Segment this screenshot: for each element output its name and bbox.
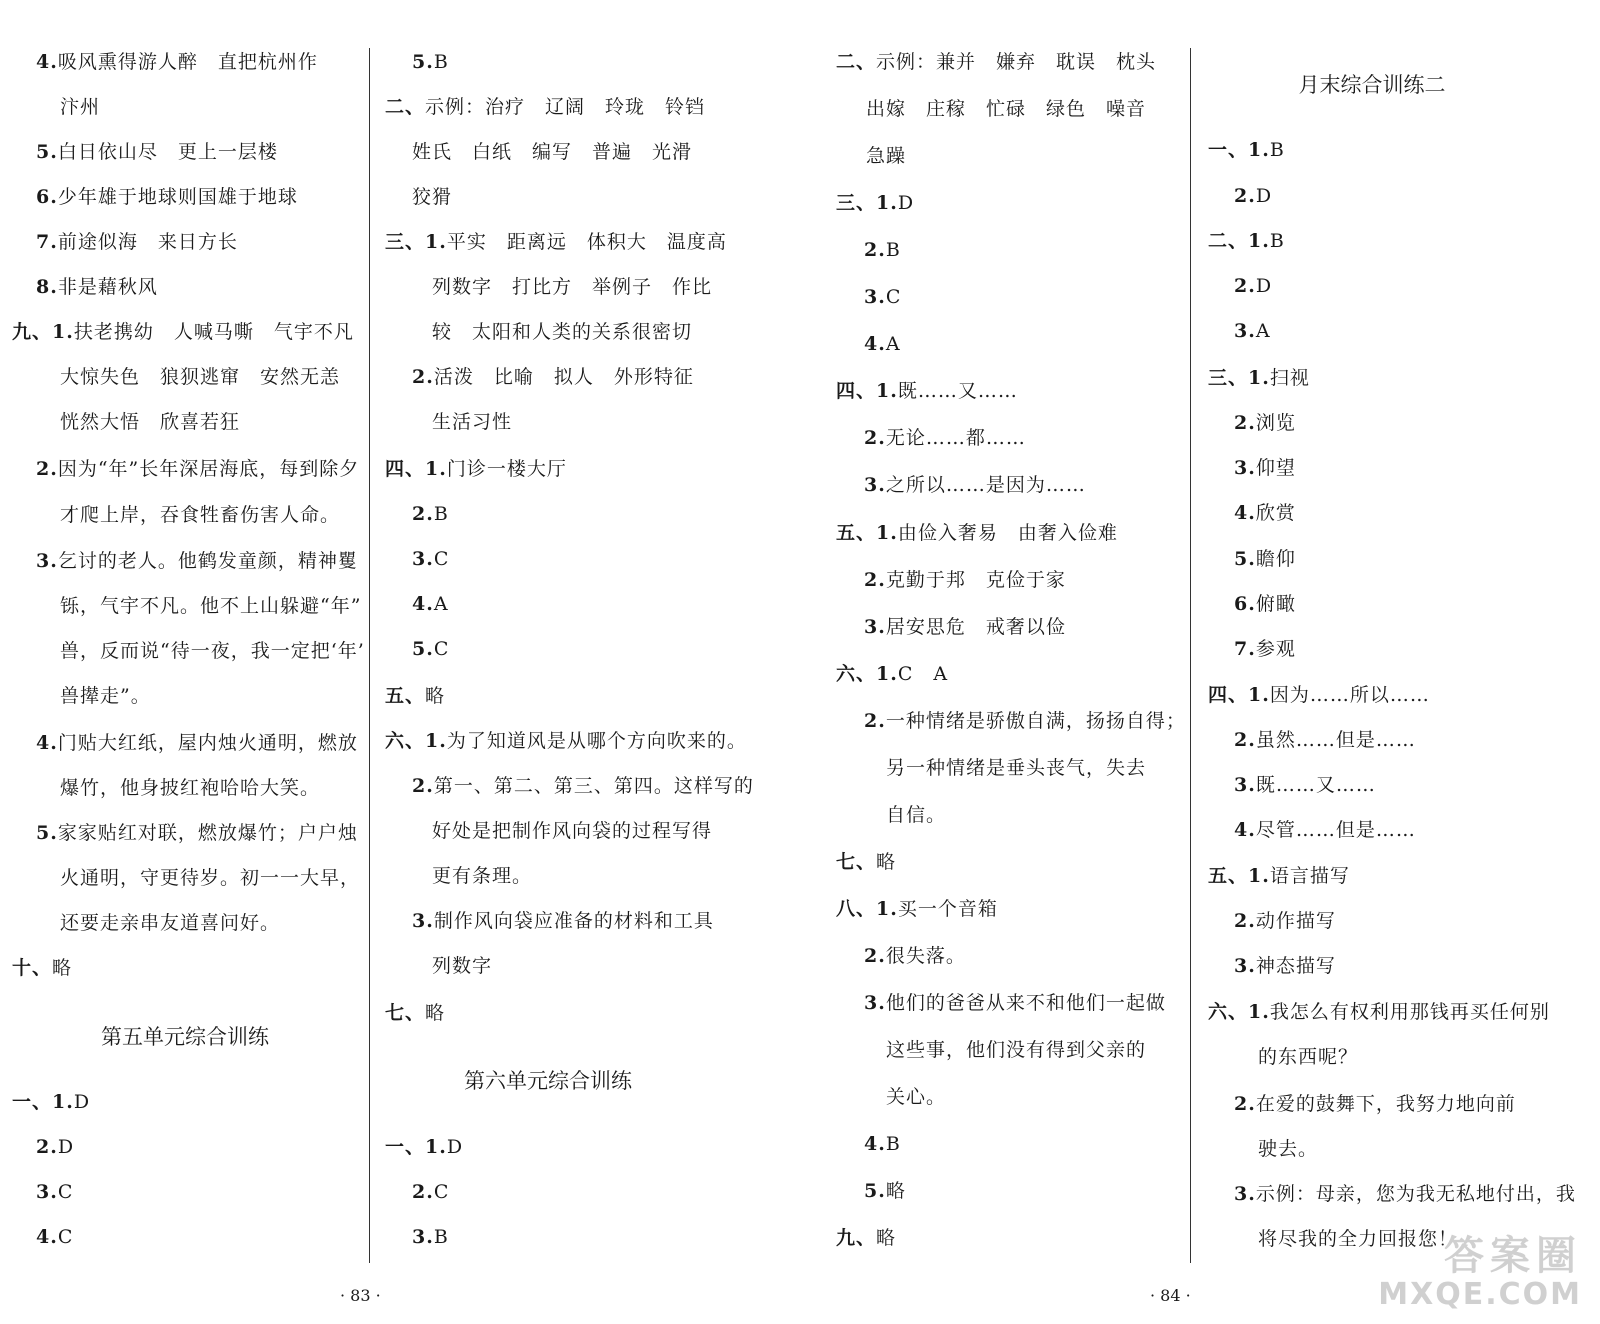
answer-line <box>1234 590 1296 618</box>
answer-line <box>412 545 449 573</box>
question-number: 2. <box>1234 185 1256 207</box>
answer-line <box>1234 816 1416 844</box>
answer-line <box>432 273 712 301</box>
question-number: 6. <box>1234 593 1256 615</box>
answer-text: 略 <box>876 1227 897 1249</box>
question-number: 3. <box>864 616 886 638</box>
answer-text: B <box>1269 139 1285 161</box>
answer-line <box>432 817 712 845</box>
answer-line <box>836 189 914 217</box>
answer-text: C <box>433 1181 450 1203</box>
answer-text: 浏览 <box>1255 412 1296 434</box>
answer-line <box>864 707 1186 735</box>
page-number-right: · 84 · <box>1150 1286 1191 1305</box>
question-number: 3. <box>36 550 58 572</box>
answer-text: D <box>57 1136 75 1158</box>
answer-line <box>1208 364 1310 392</box>
answer-text: 在爱的鼓舞下，我努力地向前 <box>1255 1093 1516 1115</box>
answer-line <box>886 1036 1146 1064</box>
answer-text: C A <box>897 663 949 685</box>
answer-text: 欣赏 <box>1255 502 1296 524</box>
answer-text: 语言描写 <box>1269 865 1350 887</box>
answer-line <box>12 954 72 982</box>
answer-line <box>1234 272 1272 300</box>
answer-text: 乞讨的老人。他鹤发童颜，精神矍 <box>57 550 358 572</box>
answer-text: 好处是把制作风向袋的过程写得 <box>432 820 713 842</box>
answer-text: 将尽我的全力回报您！ <box>1258 1228 1459 1250</box>
section-heading: 第六单元综合训练 <box>464 1069 632 1093</box>
answer-text: 自信。 <box>886 804 947 826</box>
answer-text: C <box>57 1181 74 1203</box>
column-divider-2 <box>1190 48 1191 1263</box>
answer-text: 既……又…… <box>897 380 1018 402</box>
answer-line <box>412 183 452 211</box>
question-number: 2. <box>864 427 886 449</box>
answer-line <box>864 471 1086 499</box>
question-number: 2. <box>412 503 434 525</box>
question-number: 十、 <box>12 957 53 979</box>
answer-text: 火通明，守更待岁。初一一大早， <box>60 867 361 889</box>
answer-text: C <box>433 548 450 570</box>
question-number: 5. <box>36 141 58 163</box>
answer-line <box>385 1133 463 1161</box>
answer-line <box>60 592 361 620</box>
answer-text: 兽撵走”。 <box>60 685 151 707</box>
answer-text: 为了知道风是从哪个方向吹来的。 <box>446 730 747 752</box>
question-number: 4. <box>864 1133 886 1155</box>
question-number: 5. <box>1234 548 1256 570</box>
answer-text: 瞻仰 <box>1255 548 1296 570</box>
question-number: 三、1. <box>1208 367 1270 389</box>
answer-text: 铄，气宇不凡。他不上山躲避“年” <box>60 595 362 617</box>
answer-line <box>412 48 449 76</box>
answer-line <box>836 660 948 688</box>
question-number: 六、1. <box>385 730 447 752</box>
answer-line <box>886 801 946 829</box>
answer-line <box>385 727 747 755</box>
answer-text: D <box>1255 185 1273 207</box>
answer-line <box>1234 545 1296 573</box>
question-number: 2. <box>864 569 886 591</box>
answer-line <box>60 93 100 121</box>
answer-line <box>60 363 340 391</box>
question-number: 5. <box>412 51 434 73</box>
question-number: 五、1. <box>836 522 898 544</box>
answer-line <box>1234 409 1296 437</box>
question-number: 3. <box>1234 955 1256 977</box>
answer-line <box>412 590 449 618</box>
answer-line <box>886 754 1146 782</box>
answer-line <box>864 283 901 311</box>
question-number: 7. <box>36 231 58 253</box>
question-number: 四、1. <box>836 380 898 402</box>
answer-line <box>432 862 532 890</box>
question-number: 3. <box>36 1181 58 1203</box>
answer-line <box>836 1224 896 1252</box>
answer-text: 略 <box>885 1180 906 1202</box>
question-number: 2. <box>864 945 886 967</box>
question-number: 4. <box>36 51 58 73</box>
answer-text: 第一、第二、第三、第四。这样写的 <box>433 775 754 797</box>
question-number: 4. <box>864 333 886 355</box>
question-number: 4. <box>36 1226 58 1248</box>
answer-line <box>1234 499 1296 527</box>
answer-line <box>412 635 449 663</box>
answer-line <box>432 318 692 346</box>
answer-text: 生活习性 <box>432 411 513 433</box>
answer-line <box>432 952 492 980</box>
answer-line <box>36 1223 73 1251</box>
answer-line <box>60 501 340 529</box>
answer-text: 既……又…… <box>1255 774 1376 796</box>
answer-line <box>1208 227 1285 255</box>
answer-text: 更有条理。 <box>432 865 533 887</box>
answer-line <box>1234 317 1271 345</box>
answer-line <box>864 1130 901 1158</box>
question-number: 二、 <box>836 51 877 73</box>
question-number: 4. <box>36 732 58 754</box>
question-number: 2. <box>1234 910 1256 932</box>
answer-line <box>1258 1043 1358 1071</box>
answer-line <box>1234 952 1336 980</box>
question-number: 七、 <box>385 1002 426 1024</box>
answer-text: 家家贴红对联，燃放爆竹；户户烛 <box>57 822 358 844</box>
question-number: 五、 <box>385 685 426 707</box>
question-number: 五、1. <box>1208 865 1270 887</box>
answer-line <box>836 848 896 876</box>
answer-line <box>866 142 906 170</box>
answer-line <box>836 895 998 923</box>
answer-line <box>36 819 358 847</box>
answer-text: B <box>885 239 901 261</box>
question-number: 3. <box>412 548 434 570</box>
answer-text: 他们的爸爸从来不和他们一起做 <box>885 992 1166 1014</box>
answer-line <box>1208 998 1550 1026</box>
answer-line <box>864 236 901 264</box>
question-number: 三、1. <box>836 192 898 214</box>
answer-line <box>412 138 692 166</box>
answer-line <box>1234 1180 1576 1208</box>
watermark-title: 答案圈 <box>1444 1233 1582 1279</box>
answer-text: 活泼 比喻 拟人 外形特征 <box>433 366 694 388</box>
question-number: 2. <box>1234 1093 1256 1115</box>
answer-text: 虽然……但是…… <box>1255 729 1416 751</box>
answer-text: 无论……都…… <box>885 427 1026 449</box>
answer-text: 略 <box>52 957 73 979</box>
question-number: 3. <box>1234 1183 1256 1205</box>
question-number: 一、1. <box>1208 139 1270 161</box>
answer-text: 非是藉秋风 <box>57 276 158 298</box>
answer-line <box>36 273 158 301</box>
answer-text: 的东西呢？ <box>1258 1046 1359 1068</box>
answer-line <box>60 682 151 710</box>
answer-line <box>385 455 567 483</box>
question-number: 六、1. <box>1208 1001 1270 1023</box>
answer-line <box>60 408 240 436</box>
answer-text: 前途似海 来日方长 <box>57 231 238 253</box>
answer-line <box>1234 771 1376 799</box>
answer-text: 大惊失色 狼狈逃窜 安然无恙 <box>60 366 341 388</box>
answer-text: 仰望 <box>1255 457 1296 479</box>
answer-line <box>864 1177 906 1205</box>
answer-text: 略 <box>876 851 897 873</box>
question-number: 六、1. <box>836 663 898 685</box>
question-number: 2. <box>1234 412 1256 434</box>
answer-text: 列数字 <box>432 955 493 977</box>
answer-text: C <box>57 1226 74 1248</box>
answer-line <box>36 48 318 76</box>
answer-text: 略 <box>425 1002 446 1024</box>
answer-text: 很失落。 <box>885 945 966 967</box>
answer-line <box>385 93 705 121</box>
question-number: 8. <box>36 276 58 298</box>
answer-text: 制作风向袋应准备的材料和工具 <box>433 910 714 932</box>
answer-text: 参观 <box>1255 638 1296 660</box>
answer-text: 另一种情绪是垂头丧气，失去 <box>886 757 1147 779</box>
answer-text: 狡猾 <box>412 186 453 208</box>
answer-line <box>36 183 298 211</box>
answer-line <box>1234 1090 1516 1118</box>
answer-text: B <box>1269 230 1285 252</box>
answer-text: 还要走亲串友道喜问好。 <box>60 912 281 934</box>
answer-text: 之所以……是因为…… <box>885 474 1086 496</box>
question-number: 2. <box>864 239 886 261</box>
answer-text: B <box>433 503 449 525</box>
question-number: 5. <box>412 638 434 660</box>
answer-line <box>1208 681 1430 709</box>
watermark-logo <box>1378 1234 1582 1312</box>
answer-line <box>36 455 359 483</box>
question-number: 一、1. <box>385 1136 447 1158</box>
answer-text: B <box>433 1226 449 1248</box>
answer-line <box>1208 862 1350 890</box>
answer-text: 较 太阳和人类的关系很密切 <box>432 321 693 343</box>
answer-text: A <box>433 593 449 615</box>
question-number: 3. <box>1234 774 1256 796</box>
question-number: 一、1. <box>12 1091 74 1113</box>
answer-line <box>60 637 365 665</box>
answer-text: 门贴大红纸，屋内烛火通明，燃放 <box>57 732 358 754</box>
answer-text: 居安思危 戒奢以俭 <box>885 616 1066 638</box>
answer-line <box>12 1088 90 1116</box>
answer-line <box>886 1083 946 1111</box>
answer-line <box>36 547 358 575</box>
answer-text: A <box>885 333 901 355</box>
answer-line <box>412 907 714 935</box>
question-number: 2. <box>412 1181 434 1203</box>
answer-text: D <box>446 1136 464 1158</box>
answer-text: 汴州 <box>60 96 101 118</box>
answer-line <box>432 408 512 436</box>
answer-text: 略 <box>425 685 446 707</box>
answer-text: B <box>885 1133 901 1155</box>
answer-line <box>36 228 238 256</box>
answer-text: 我怎么有权利用那钱再买任何别 <box>1269 1001 1550 1023</box>
question-number: 3. <box>412 910 434 932</box>
answer-line <box>864 424 1026 452</box>
answer-text: 兽，反而说“待一夜，我一定把‘年’ <box>60 640 365 662</box>
question-number: 3. <box>864 286 886 308</box>
answer-line <box>1234 182 1272 210</box>
answer-text: 因为“年”长年深居海底，每到除夕 <box>57 458 360 480</box>
answer-line <box>864 942 966 970</box>
question-number: 二、 <box>385 96 426 118</box>
answer-line <box>60 909 280 937</box>
answer-text: 平实 距离远 体积大 温度高 <box>446 231 727 253</box>
question-number: 4. <box>412 593 434 615</box>
answer-text: D <box>73 1091 91 1113</box>
question-number: 九、 <box>836 1227 877 1249</box>
answer-text: 买一个音箱 <box>897 898 998 920</box>
answer-text: 一种情绪是骄傲自满，扬扬自得； <box>885 710 1186 732</box>
answer-text: 俯瞰 <box>1255 593 1296 615</box>
answer-text: C <box>885 286 902 308</box>
answer-line <box>36 1178 73 1206</box>
answer-text: 出嫁 庄稼 忙碌 绿色 噪音 <box>866 98 1147 120</box>
answer-line <box>866 95 1146 123</box>
question-number: 4. <box>1234 502 1256 524</box>
answer-text: 神态描写 <box>1255 955 1336 977</box>
answer-line <box>412 1178 449 1206</box>
question-number: 2. <box>36 458 58 480</box>
answer-text: 扶老携幼 人喊马嘶 气宇不凡 <box>73 321 354 343</box>
question-number: 2. <box>1234 275 1256 297</box>
answer-text: 示例：母亲，您为我无私地付出，我 <box>1255 1183 1576 1205</box>
page-number-left: · 83 · <box>340 1286 381 1305</box>
answer-line <box>864 330 901 358</box>
answer-text: 少年雄于地球则国雄于地球 <box>57 186 298 208</box>
question-number: 四、1. <box>1208 684 1270 706</box>
answer-text: 扫视 <box>1269 367 1310 389</box>
answer-text: 由俭入奢易 由奢入俭难 <box>897 522 1118 544</box>
answer-line <box>836 519 1118 547</box>
question-number: 2. <box>1234 729 1256 751</box>
answer-text: C <box>433 638 450 660</box>
watermark-url: MXQE.COM <box>1378 1277 1582 1312</box>
question-number: 2. <box>412 366 434 388</box>
question-number: 6. <box>36 186 58 208</box>
question-number: 3. <box>412 1226 434 1248</box>
answer-line <box>864 613 1066 641</box>
question-number: 2. <box>412 775 434 797</box>
answer-line <box>1234 454 1296 482</box>
question-number: 2. <box>36 1136 58 1158</box>
answer-text: D <box>1255 275 1273 297</box>
answer-text: 姓氏 白纸 编写 普遍 光滑 <box>412 141 693 163</box>
answer-text: 关心。 <box>886 1086 947 1108</box>
section-heading: 月末综合训练二 <box>1298 73 1446 97</box>
answer-text: 示例：治疗 辽阔 玲珑 铃铛 <box>425 96 706 118</box>
answer-line <box>385 228 727 256</box>
answer-text: 动作描写 <box>1255 910 1336 932</box>
question-number: 九、1. <box>12 321 74 343</box>
answer-line <box>836 377 1018 405</box>
answer-line <box>385 999 445 1027</box>
answer-text: 恍然大悟 欣喜若狂 <box>60 411 241 433</box>
answer-text: 白日依山尽 更上一层楼 <box>57 141 278 163</box>
answer-line <box>36 138 278 166</box>
answer-line <box>412 772 754 800</box>
answer-line <box>60 864 360 892</box>
answer-text: D <box>897 192 915 214</box>
question-number: 3. <box>1234 320 1256 342</box>
answer-text: 急躁 <box>866 145 907 167</box>
answer-text: 示例：兼并 嫌弃 耽误 枕头 <box>876 51 1157 73</box>
answer-text: 才爬上岸，吞食牲畜伤害人命。 <box>60 504 341 526</box>
question-number: 二、1. <box>1208 230 1270 252</box>
answer-text: A <box>1255 320 1271 342</box>
question-number: 7. <box>1234 638 1256 660</box>
answer-text: B <box>433 51 449 73</box>
answer-line <box>36 1133 74 1161</box>
answer-text: 这些事，他们没有得到父亲的 <box>886 1039 1147 1061</box>
answer-line <box>864 566 1066 594</box>
answer-line <box>1234 635 1296 663</box>
answer-text: 克勤于邦 克俭于家 <box>885 569 1066 591</box>
answer-line <box>412 363 694 391</box>
answer-line <box>1234 726 1416 754</box>
answer-text: 爆竹，他身披红袍哈哈大笑。 <box>60 777 321 799</box>
question-number: 四、1. <box>385 458 447 480</box>
section-heading: 第五单元综合训练 <box>101 1025 269 1049</box>
answer-text: 因为……所以…… <box>1269 684 1430 706</box>
question-number: 2. <box>864 710 886 732</box>
answer-text: 门诊一楼大厅 <box>446 458 567 480</box>
question-number: 3. <box>864 992 886 1014</box>
answer-text: 吸风熏得游人醉 直把杭州作 <box>57 51 318 73</box>
answer-line <box>1258 1135 1318 1163</box>
question-number: 4. <box>1234 819 1256 841</box>
answer-line <box>412 1223 449 1251</box>
question-number: 3. <box>864 474 886 496</box>
answer-line <box>836 48 1156 76</box>
answer-text: 列数字 打比方 举例子 作比 <box>432 276 713 298</box>
column-divider-1 <box>369 48 370 1263</box>
answer-line <box>12 318 354 346</box>
question-number: 5. <box>36 822 58 844</box>
answer-text: 尽管……但是…… <box>1255 819 1416 841</box>
answer-line <box>412 500 449 528</box>
question-number: 5. <box>864 1180 886 1202</box>
answer-line <box>864 989 1166 1017</box>
answer-line <box>385 682 445 710</box>
answer-line <box>1234 907 1336 935</box>
answer-line <box>1208 136 1285 164</box>
question-number: 八、1. <box>836 898 898 920</box>
answer-text: 驶去。 <box>1258 1138 1319 1160</box>
answer-line <box>60 774 320 802</box>
question-number: 三、1. <box>385 231 447 253</box>
question-number: 七、 <box>836 851 877 873</box>
answer-line <box>36 729 358 757</box>
question-number: 3. <box>1234 457 1256 479</box>
